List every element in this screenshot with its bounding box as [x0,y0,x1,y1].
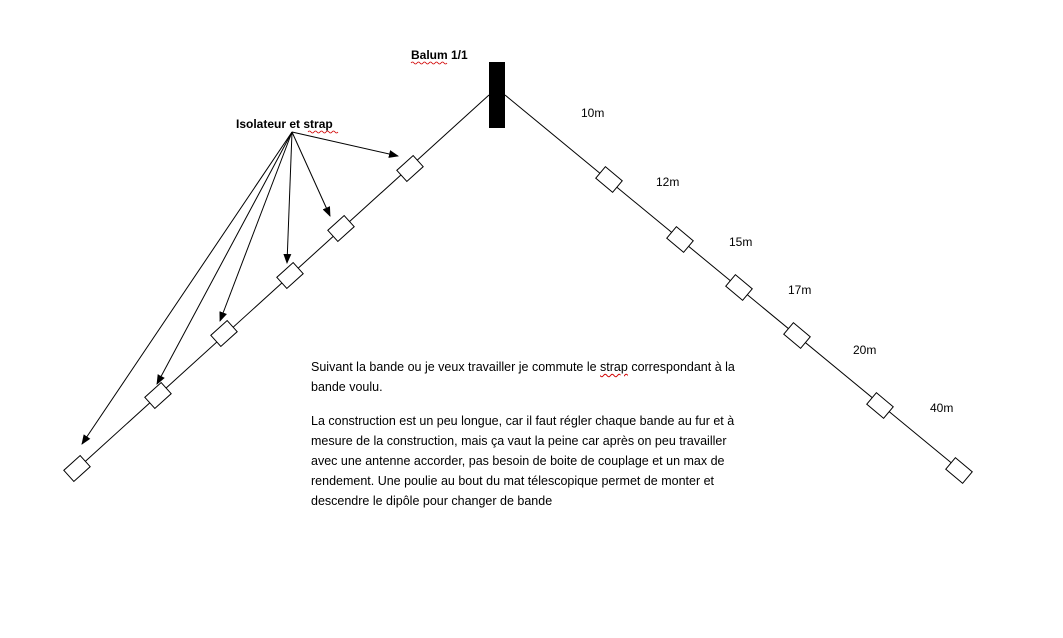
band-label-12m: 12m [656,175,680,189]
pointer-arrow [287,132,292,263]
balun-block [489,62,505,128]
strap-word: strap [600,360,628,374]
band-label-10m: 10m [581,106,605,120]
band-label-20m: 20m [853,343,877,357]
insulator [211,321,237,347]
strap-explanation-end: correspondant à la bande voulu. [311,360,735,394]
strap-explanation [311,357,741,397]
pointer-arrow [82,132,292,444]
construction-explanation [311,411,741,511]
pointer-arrow [292,132,330,216]
spellcheck-underline [411,62,447,64]
pointer-arrow [220,132,292,321]
band-label-17m: 17m [788,283,812,297]
insulator [64,456,90,482]
isolator-pointer-arrows [82,132,398,444]
insulator [784,323,810,349]
insulator [726,275,752,301]
construction-text: La construction est un peu longue, car il faut régler chaque bande au fur et à mesure de la construction, mais ça vaut la peine car après on peu travailler avec une antenne accorder, pas besoin de boite de couplage et un max de rendement. Une poulie au bout du mat télescopique permet de monter et descendre le dipôle pour changer de bande [311,414,735,508]
insulator [397,156,423,182]
pointer-arrow [292,132,398,156]
insulator [667,227,693,253]
pointer-arrow [157,132,292,384]
band-label-40m: 40m [930,401,954,415]
strap-explanation-start: Suivant la bande ou je veux travailler je commute le [311,360,601,374]
band-label-15m: 15m [729,235,753,249]
balun-label: Balum 1/1 [411,48,468,62]
spellcheck-underline [308,131,338,133]
isolator-label: Isolateur et strap [236,117,333,131]
